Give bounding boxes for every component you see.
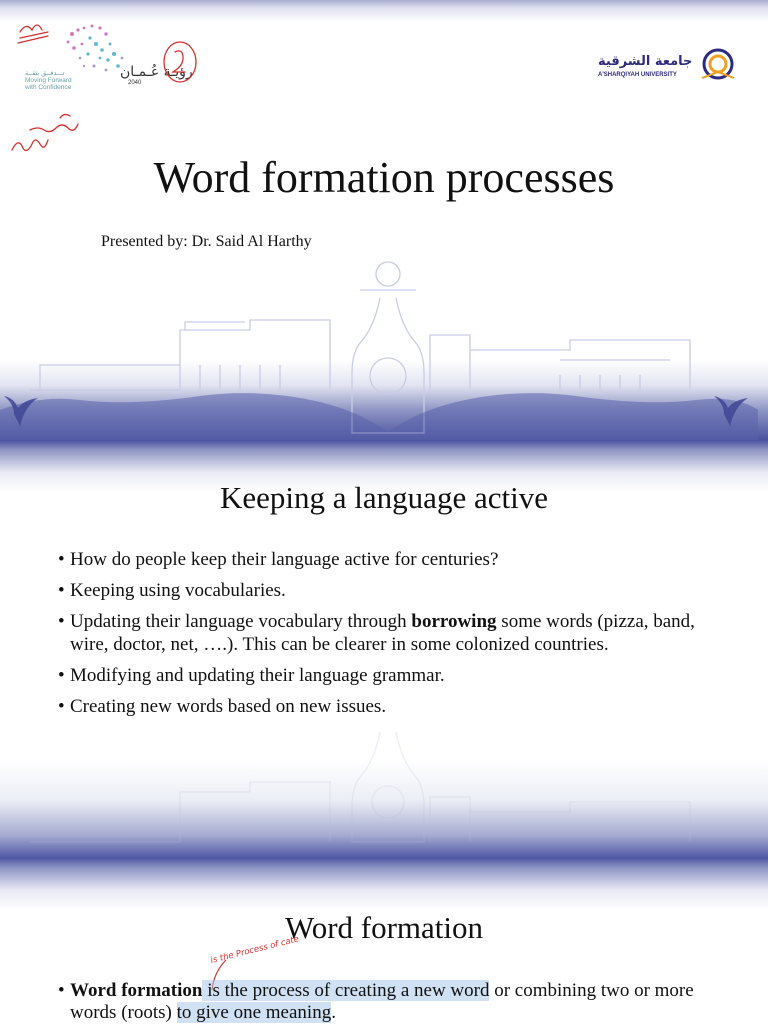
- handwritten-annotations: [0, 0, 220, 170]
- campus-skyline-illustration: [0, 250, 768, 440]
- bullet-text: Updating their language vocabulary through: [70, 611, 412, 632]
- faded-campus-watermark: [0, 722, 768, 858]
- handwritten-note: is the Process of cate: [209, 934, 301, 966]
- bullet-list: [58, 548, 718, 726]
- bullet-item: [58, 610, 718, 656]
- bullet-item: • Keeping using vocabularies.: [58, 579, 718, 602]
- definition-bullet: [58, 980, 730, 1024]
- oman-vision-year: 2040: [128, 80, 142, 86]
- slide-title: Word formation processes: [153, 153, 615, 202]
- title-slide: [0, 0, 768, 440]
- content-slide: [0, 440, 768, 858]
- content-slide: [0, 858, 768, 1024]
- bullet-item: • Creating new words based on new issues.: [58, 695, 718, 718]
- slide-title: Word formation: [284, 910, 484, 945]
- university-name-english: A'SHARQIYAH UNIVERSITY: [598, 72, 677, 78]
- bullet-item: • How do people keep their language active for centuries?: [58, 548, 718, 571]
- university-name-arabic: جامعة الشرقية: [598, 54, 693, 69]
- definition-text: .: [331, 1002, 336, 1023]
- presenter-name: Presented by: Dr. Said Al Harthy: [101, 233, 312, 250]
- oman-vision-name: رؤيـة عُـمـان: [120, 64, 193, 80]
- bullet-text: some words (pizza, band, wire, doctor, net, ….). This can be clearer in some colonized countries.: [70, 611, 695, 655]
- definition-term: Word formation: [70, 980, 203, 1001]
- slide-title: Keeping a language active: [220, 480, 548, 515]
- bullet-bold-term: borrowing: [411, 611, 497, 632]
- oman-vision-tagline: تـــدفــق بثقــة Moving Forward with Confidence: [25, 70, 72, 91]
- bullet-item: • Modifying and updating their language grammar.: [58, 664, 718, 687]
- highlighted-text: to give one meaning: [176, 1002, 332, 1023]
- highlighted-text: is the process of creating a new word: [202, 980, 490, 1001]
- definition-text: or combining two or more words (roots): [70, 980, 694, 1023]
- bullet-dot: •: [58, 980, 65, 1001]
